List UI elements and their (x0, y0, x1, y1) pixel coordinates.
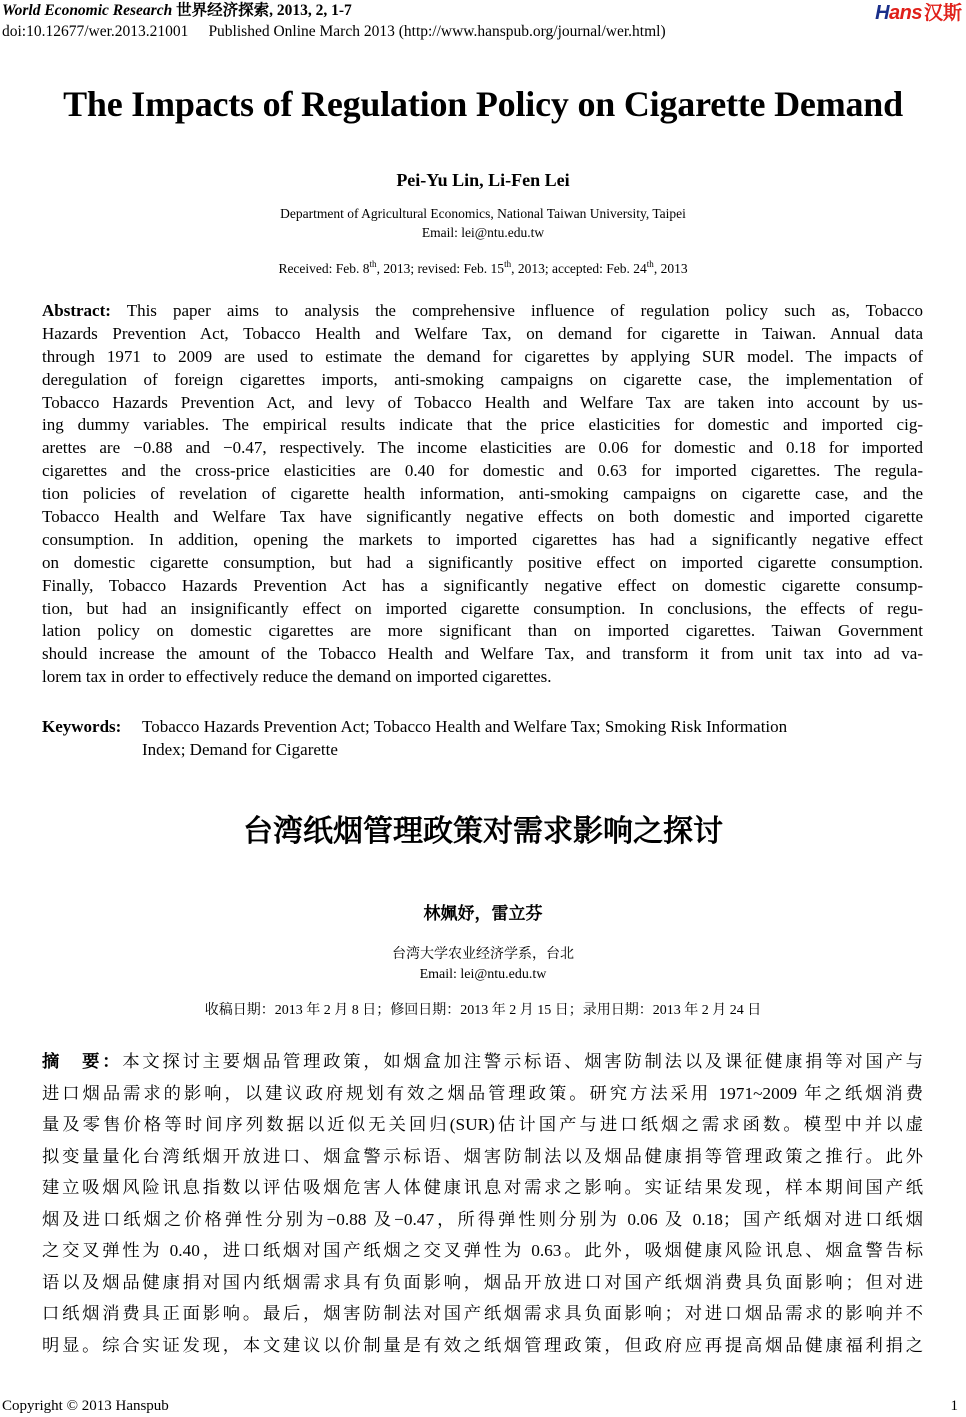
abstract-label: Abstract: (42, 301, 111, 320)
abstract-cn-line: 烟及进口纸烟之价格弹性分别为−0.88 及−0.47，所得弹性则分别为 0.06 及 0.18；国产纸烟对进口纸烟 (42, 1209, 923, 1229)
abstract-line: cigarettes and the cross-price elasticities are 0.40 for domestic and 0.63 for imported cigarettes. The regula- (42, 461, 923, 481)
abstract-cn (42, 1046, 923, 1361)
keywords (42, 715, 788, 759)
abstract-cn-line: 建立吸烟风险讯息指数以评估吸烟危害人体健康讯息对需求之影响。实证结果发现，样本期间国产纸 (42, 1178, 923, 1197)
abstract-cn-text: 本文探讨主要烟品管理政策，如烟盒加注警示标语、烟害防制法以及课征健康捐等对国产与 (122, 1052, 923, 1071)
abstract-cn-line: 量及零售价格等时间序列数据以近似无关回归(SUR)估计国产与进口纸烟之需求函数。模型中并以虚 (42, 1115, 923, 1134)
abstract-line: Hazards Prevention Act, Tobacco Health and Welfare Tax, on demand for cigarette in Taiwan. Annual data (42, 323, 923, 343)
keywords-line-1: Tobacco Hazards Prevention Act; Tobacco Health and Welfare Tax; Smoking Risk Information (142, 717, 788, 736)
keywords-line-2: Index; Demand for Cigarette (142, 740, 338, 759)
abstract-line (42, 300, 923, 323)
abstract-line: Tobacco Health and Welfare Tax have significantly negative effects on both domestic and imported cigarette (42, 507, 923, 527)
paper-affiliation-cn: 台湾大学农业经济学系，台北 (392, 947, 574, 962)
hans-logo (875, 1, 962, 26)
abstract-line: ing dummy variables. The empirical results indicate that the price elasticities for domestic and imported cig- (42, 415, 923, 435)
accepted-date: , 2013; accepted: Feb. 24 (511, 261, 647, 276)
paper-dates-cn: 收稿日期：2013 年 2 月 8 日；修回日期：2013 年 2 月 15 日；录用日期：2013 年 2 月 24 日 (204, 1003, 762, 1018)
accepted-sup: th (646, 259, 654, 269)
abstract-line: deregulation of foreign cigarettes imports, anti-smoking campaigns on cigarette case, the implementation of (42, 369, 923, 389)
running-header-journal (2, 1, 352, 21)
paper-dates (0, 260, 966, 278)
abstract-line: lorem tax in order to effectively reduce the demand on imported cigarettes. (42, 667, 552, 687)
doi[interactable]: doi:10.12677/wer.2013.21001 (2, 23, 189, 40)
abstract-line: on domestic cigarette consumption, but had a significantly positive effect on imported cigarette consumption. (42, 552, 923, 572)
abstract-cn-line: 语以及烟品健康捐对国内纸烟需求具有负面影响，烟品开放进口对国产纸烟消费具负面影响；但对进 (42, 1272, 923, 1292)
abstract (42, 300, 923, 689)
paper-affiliation: Department of Agricultural Economics, National Taiwan University, Taipei (280, 206, 686, 221)
abstract-line: tion policies of revelation of cigarette health information, anti-smoking campaigns on cigarette case, and the (42, 484, 923, 504)
paper-authors-cn: 林姵妤，雷立芬 (423, 904, 543, 923)
abstract-text: This paper aims to analysis the comprehensive influence of regulation policy such as, Tobacco (110, 301, 923, 320)
logo-text-cn: 汉斯 (923, 3, 962, 24)
copyright: Copyright © 2013 Hanspub (2, 1398, 169, 1414)
abstract-cn-line (42, 1046, 923, 1078)
running-header-doi (2, 22, 666, 42)
abstract-line: should increase the amount of the Tobacco Health and Welfare Tax, and transform it from unit tax into ad va- (42, 644, 923, 664)
received-date: Received: Feb. 8 (278, 261, 370, 276)
page-number: 1 (950, 1398, 958, 1414)
abstract-line: consumption. In addition, opening the markets to imported cigarettes has had a significantly negative effect (42, 529, 923, 549)
received-sup: th (369, 259, 377, 269)
dates-suffix: , 2013 (653, 261, 688, 276)
abstract-line: Finally, Tobacco Hazards Prevention Act has a significantly negative effect on domestic cigarette consump- (42, 575, 923, 595)
keywords-label: Keywords: (42, 717, 122, 736)
paper-email-cn[interactable]: Email: lei@ntu.edu.tw (419, 967, 547, 982)
paper-authors: Pei-Yu Lin, Li-Fen Lei (396, 170, 570, 190)
abstract-cn-line: 之交叉弹性为 0.40，进口纸烟对国产纸烟之交叉弹性为 0.63。此外，吸烟健康风险讯息、烟盒警告标 (42, 1241, 923, 1260)
abstract-line: tion, but had an insignificantly effect on imported cigarette consumption. In conclusions, the effects of regu- (42, 598, 923, 618)
paper-title-cn: 台湾纸烟管理政策对需求影响之探讨 (243, 814, 723, 849)
abstract-cn-line: 拟变量量化台湾纸烟开放进口、烟盒警示标语、烟害防制法以及烟品健康捐等管理政策之推行。此外 (42, 1146, 923, 1166)
abstract-cn-line: 明显。综合实证发现，本文建议以价制量是有效之纸烟管理政策，但政府应再提高烟品健康福利捐之 (42, 1335, 923, 1355)
journal-volume: 世界经济探索, 2013, 2, 1-7 (176, 2, 352, 19)
abstract-cn-label: 摘 要： (42, 1052, 123, 1071)
revised-sup: th (504, 259, 512, 269)
revised-date: , 2013; revised: Feb. 15 (376, 261, 505, 276)
abstract-line: lation policy on domestic cigarettes are more significant than on imported cigarettes. Taiwan Government (42, 621, 923, 641)
abstract-line: through 1971 to 2009 are used to estimate the demand for cigarettes by applying SUR model. The impacts of (42, 346, 923, 366)
abstract-cn-line: 口纸烟消费具正面影响。最后，烟害防制法对国产纸烟需求具负面影响；对进口烟品需求的影响并不 (42, 1304, 923, 1323)
abstract-line: Tobacco Hazards Prevention Act, and levy of Tobacco Health and Welfare Tax are taken into account by us- (42, 392, 923, 412)
abstract-line: arettes are −0.88 and −0.47, respectively. The income elasticities are 0.06 for domestic and 0.18 for imported (42, 438, 923, 458)
logo-text-en: Hans (875, 2, 922, 24)
paper-email[interactable]: Email: lei@ntu.edu.tw (421, 225, 545, 240)
published-online: Published Online March 2013 (http://www.hanspub.org/journal/wer.html) (208, 23, 666, 40)
paper-title: The Impacts of Regulation Policy on Cigarette Demand (63, 84, 903, 124)
abstract-cn-line: 进口烟品需求的影响，以建议政府规划有效之烟品管理政策。研究方法采用 1971~2009 年之纸烟消费 (42, 1083, 923, 1103)
journal-name: World Economic Research (2, 2, 173, 19)
